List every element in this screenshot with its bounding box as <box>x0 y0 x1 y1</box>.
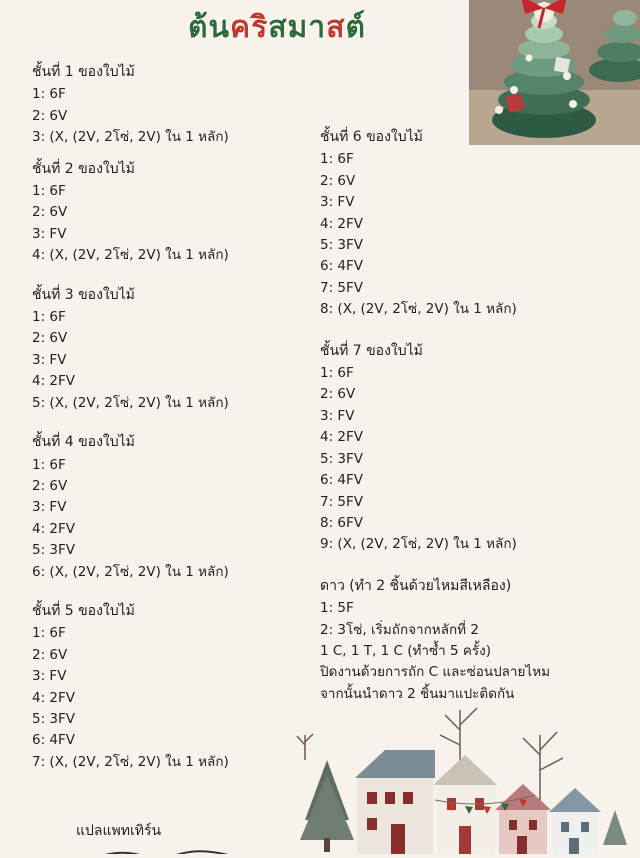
section-title: ชั้นที่ 7 ของใบไม้ <box>320 342 423 359</box>
pattern-row: 5: (X, (2V, 2โซ่, 2V) ใน 1 หลัก) <box>32 394 229 411</box>
title-part: คริ <box>230 10 269 45</box>
crochet-tree-photo <box>469 0 640 145</box>
pattern-row: 3: FV <box>32 499 67 516</box>
pattern-row: 5: 3FV <box>32 542 76 559</box>
pattern-row: 3: (X, (2V, 2โซ่, 2V) ใน 1 หลัก) <box>32 129 229 146</box>
pattern-row: 1: 6F <box>320 151 354 168</box>
pattern-section <box>32 601 229 773</box>
pattern-row: 6: (X, (2V, 2โซ่, 2V) ใน 1 หลัก) <box>32 563 229 580</box>
pattern-row: 2: 6V <box>32 107 68 124</box>
pattern-section <box>320 341 550 556</box>
pattern-row: 4: 2FV <box>320 429 364 446</box>
pattern-row: 5: 3FV <box>320 237 364 254</box>
pattern-row: 2: 6V <box>32 204 68 221</box>
title-part: ต์ <box>345 10 366 45</box>
page-title <box>188 4 458 50</box>
credit-signature <box>100 846 230 854</box>
pattern-row: 2: 6V <box>32 646 68 663</box>
pattern-row: 1 C, 1 T, 1 C (ทำซ้ำ 5 ครั้ง) <box>320 642 491 659</box>
pattern-row: 5: 3FV <box>320 450 364 467</box>
christmas-village-illustration <box>285 700 640 854</box>
pattern-row: 4: 2FV <box>32 373 76 390</box>
pattern-section <box>32 285 229 414</box>
pattern-row: จากนั้นนำดาว 2 ชิ้นมาแปะติดกัน <box>320 685 515 702</box>
pattern-row: 4: 2FV <box>320 215 364 232</box>
pattern-row: 4: 2FV <box>32 520 76 537</box>
pattern-row: 2: 6V <box>32 330 68 347</box>
section-title: ชั้นที่ 2 ของใบไม้ <box>32 160 135 177</box>
pattern-row: 1: 6F <box>32 86 66 103</box>
pattern-row: 1: 6F <box>32 183 66 200</box>
section-title: ชั้นที่ 4 ของใบไม้ <box>32 434 135 451</box>
section-title: ชั้นที่ 6 ของใบไม้ <box>320 129 423 145</box>
credit-label: แปลแพทเทิร์น <box>76 823 162 839</box>
section-title: ชั้นที่ 1 ของใบไม้ <box>32 64 135 80</box>
pattern-section <box>320 576 550 705</box>
pattern-row: 1: 5F <box>320 600 354 617</box>
pattern-row: 1: 6F <box>32 456 66 473</box>
pattern-row: 4: 2FV <box>32 689 76 706</box>
title-part: สมา <box>268 10 327 45</box>
pattern-row: ปิดงานด้วยการถัก C และซ่อนปลายไหม <box>320 664 551 681</box>
title-part: ส <box>326 10 346 45</box>
pattern-row: 1: 6F <box>32 625 66 642</box>
pattern-row: 4: (X, (2V, 2โซ่, 2V) ใน 1 หลัก) <box>32 247 229 264</box>
pattern-section <box>32 62 229 149</box>
pattern-row: 2: 3โซ่, เริ่มถักจากหลักที่ 2 <box>320 621 479 638</box>
pattern-row: 3: FV <box>320 407 355 424</box>
pattern-row: 3: FV <box>320 194 355 211</box>
pattern-row: 5: 3FV <box>32 710 76 727</box>
title-part: ต้น <box>188 10 230 45</box>
pattern-row: 7: (X, (2V, 2โซ่, 2V) ใน 1 หลัก) <box>32 753 229 770</box>
section-title: ดาว (ทำ 2 ชิ้นด้วยไหมสีเหลือง) <box>320 577 512 594</box>
pattern-row: 2: 6V <box>320 172 356 189</box>
section-title: ชั้นที่ 5 ของใบไม้ <box>32 602 135 619</box>
pattern-row: 2: 6V <box>320 386 356 403</box>
pattern-row: 6: 4FV <box>32 732 76 749</box>
pattern-row: 2: 6V <box>32 477 68 494</box>
pattern-row: 3: FV <box>32 668 67 685</box>
pattern-section <box>320 127 550 321</box>
pattern-row: 6: 4FV <box>320 472 364 489</box>
section-title: ชั้นที่ 3 ของใบไม้ <box>32 286 135 303</box>
pattern-section <box>32 159 229 267</box>
pattern-row: 8: 6FV <box>320 514 364 531</box>
pattern-row: 1: 6F <box>320 365 354 382</box>
pattern-row: 9: (X, (2V, 2โซ่, 2V) ใน 1 หลัก) <box>320 536 517 553</box>
right-column <box>320 127 550 705</box>
pattern-row: 8: (X, (2V, 2โซ่, 2V) ใน 1 หลัก) <box>320 301 517 318</box>
pattern-row: 3: FV <box>32 351 67 368</box>
pattern-row: 7: 5FV <box>320 493 364 510</box>
pattern-row: 7: 5FV <box>320 279 364 296</box>
pattern-section <box>32 432 229 583</box>
pattern-row: 3: FV <box>32 225 67 242</box>
pattern-row: 1: 6F <box>32 309 66 326</box>
left-column <box>32 62 229 773</box>
pattern-row: 6: 4FV <box>320 258 364 275</box>
